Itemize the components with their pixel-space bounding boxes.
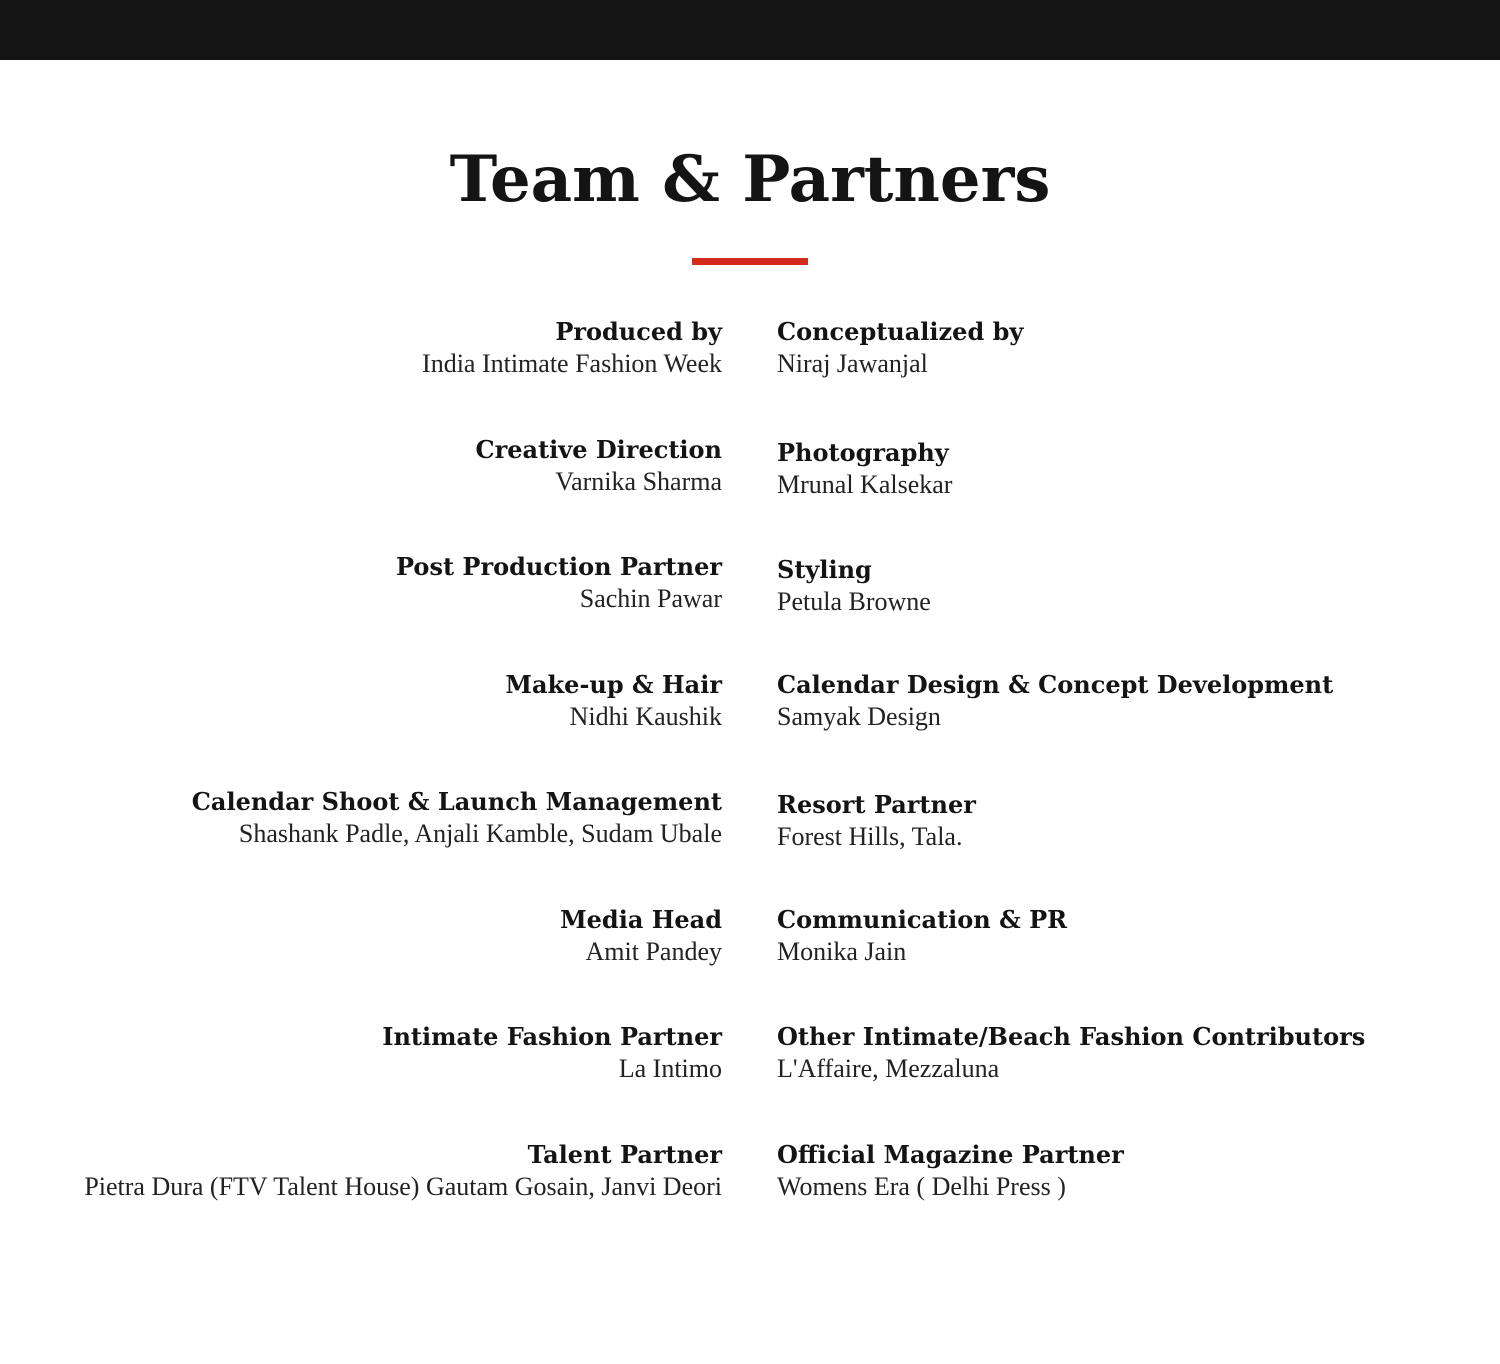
credit-role: Talent Partner xyxy=(527,1139,722,1169)
credit-other-contributors xyxy=(777,1020,1477,1084)
top-bar xyxy=(0,0,1500,60)
credit-name: Pietra Dura (FTV Talent House) Gautam Gosain, Janvi Deori xyxy=(84,1171,722,1201)
credit-role: Resort Partner xyxy=(777,790,976,819)
credit-row xyxy=(0,668,1500,786)
credit-role: Calendar Design & Concept Development xyxy=(777,669,1334,699)
credit-role: Calendar Shoot & Launch Management xyxy=(191,787,722,816)
credit-calendar-design xyxy=(777,668,1477,732)
credit-magazine-partner xyxy=(777,1138,1477,1202)
credit-row xyxy=(0,1020,1500,1138)
credit-role: Styling xyxy=(777,555,872,584)
credit-role: Creative Direction xyxy=(475,434,722,464)
credit-name: Samyak Design xyxy=(777,701,941,731)
credit-row xyxy=(0,315,1500,433)
credit-styling xyxy=(777,553,1477,617)
credit-role: Produced by xyxy=(555,317,722,346)
title-underline xyxy=(692,258,808,265)
credit-name: Sachin Pawar xyxy=(579,584,722,613)
credit-name: Niraj Jawanjal xyxy=(777,349,928,378)
credit-row xyxy=(0,433,1500,551)
credit-talent-partner xyxy=(22,1138,722,1202)
credit-row xyxy=(0,785,1500,903)
credit-media-head xyxy=(22,903,722,967)
credit-produced-by xyxy=(22,315,722,379)
credit-creative-direction xyxy=(22,433,722,497)
credit-make-up-hair xyxy=(22,668,722,732)
credit-name: Amit Pandey xyxy=(585,936,722,966)
credit-name: Forest Hills, Tala. xyxy=(777,822,963,851)
credit-role: Post Production Partner xyxy=(396,552,722,581)
credit-role: Other Intimate/Beach Fashion Contributors xyxy=(777,1022,1366,1051)
credit-role: Intimate Fashion Partner xyxy=(382,1022,722,1051)
credit-name: Petula Browne xyxy=(777,587,931,616)
credit-name: Monika Jain xyxy=(777,936,907,966)
credit-conceptualized-by xyxy=(777,315,1477,379)
credit-communication-pr xyxy=(777,903,1477,967)
credit-role: Photography xyxy=(777,437,949,467)
credit-post-production-partner xyxy=(22,550,722,614)
credit-name: Nidhi Kaushik xyxy=(569,701,722,731)
credits-list xyxy=(0,315,1500,1255)
credit-resort-partner xyxy=(777,788,1477,852)
credit-name: Mrunal Kalsekar xyxy=(777,469,953,499)
credit-row xyxy=(0,903,1500,1021)
credit-name: India Intimate Fashion Week xyxy=(422,349,722,378)
credit-row xyxy=(0,550,1500,668)
credit-role: Make-up & Hair xyxy=(505,669,722,699)
credit-role: Communication & PR xyxy=(777,904,1068,934)
page-title: Team & Partners xyxy=(449,142,1051,217)
credit-name: Womens Era ( Delhi Press ) xyxy=(777,1171,1066,1201)
credit-name: La Intimo xyxy=(618,1054,722,1083)
credit-name: L'Affaire, Mezzaluna xyxy=(777,1054,1000,1083)
credit-calendar-shoot-launch xyxy=(22,785,722,849)
credit-role: Official Magazine Partner xyxy=(777,1139,1124,1169)
credit-photography xyxy=(777,436,1477,500)
credit-name: Shashank Padle, Anjali Kamble, Sudam Ubale xyxy=(238,819,722,848)
credit-role: Media Head xyxy=(560,904,722,934)
credit-role: Conceptualized by xyxy=(777,317,1024,346)
credit-intimate-fashion-partner xyxy=(22,1020,722,1084)
credit-row xyxy=(0,1138,1500,1256)
credit-name: Varnika Sharma xyxy=(555,466,722,496)
